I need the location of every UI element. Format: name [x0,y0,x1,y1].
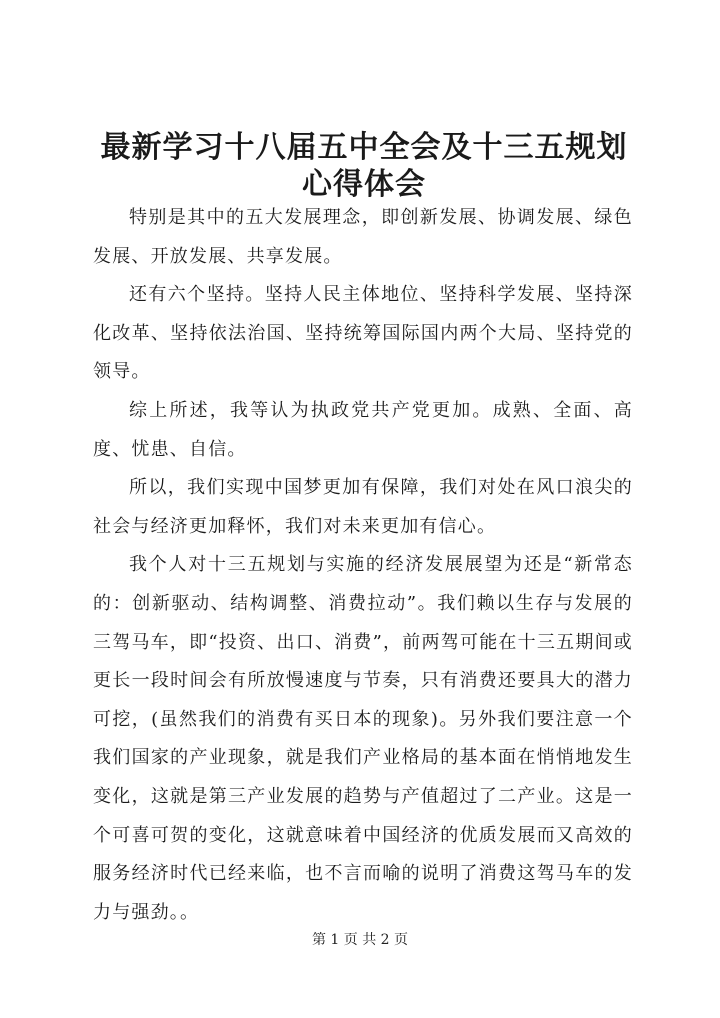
paragraph: 还有六个坚持。坚持人民主体地位、坚持科学发展、坚持深化改革、坚持依法治国、坚持统筹国际国内两个大局、坚持党的领导。 [93,284,633,383]
page-number-footer: 第 1 页 共 2 页 [311,932,409,948]
paragraph: 综上所述，我等认为执政党共产党更加。成熟、全面、高度、忧患、自信。 [93,399,633,460]
paragraph: 特别是其中的五大发展理念，即创新发展、协调发展、绿色发展、开放发展、共享发展。 [93,207,633,267]
document-title: 最新学习十八届五中全会及十三五规划心得体会 [100,130,628,202]
document-body [93,199,633,932]
paragraph: 所以，我们实现中国梦更加有保障，我们对处在风口浪尖的社会与经济更加释怀，我们对未来更加有信心。 [93,477,633,537]
paragraph: 我个人对十三五规划与实施的经济发展展望为还是“新常态的：创新驱动、结构调整、消费拉动”。我们赖以生存与发展的三驾马车，即“投资、出口、消费”，前两驾可能在十三五期间或更长一段时间会有所放慢速度与节奏，只有消费还要具大的潜力可挖，(虽然我们的消费有买日本的现象)。另外我们要注意一个我们国家的产业现象，就是我们产业格局的基本面在悄悄地发生变化，这就是第三产业发展的趋势与产值超过了二产业。这是一个可喜可贺的变化，这就意味着中国经济的优质发展而又高效的服务经济时代已经来临，也不言而喻的说明了消费这驾马车的发力与强劲。。 [93,554,633,923]
